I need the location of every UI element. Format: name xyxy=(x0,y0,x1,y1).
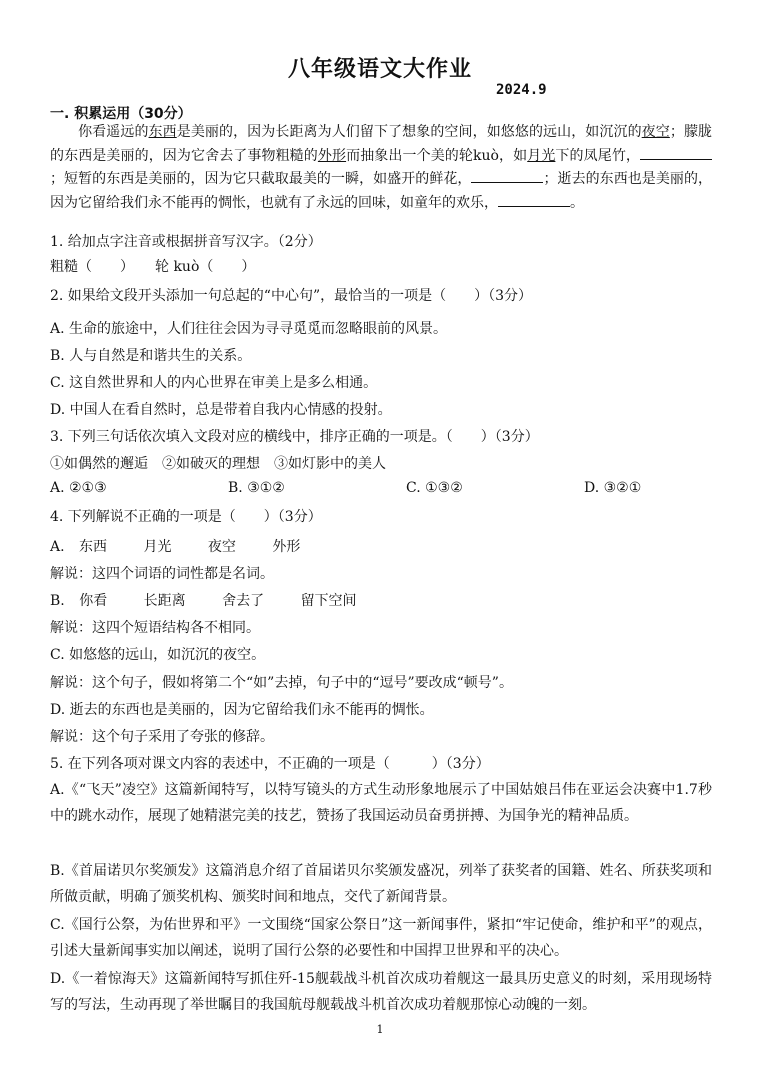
page-number: 1 xyxy=(376,1023,384,1036)
question-2-option: A. 生命的旅途中，人们往往会因为寻寻觅觅而忽略眼前的风景。 xyxy=(50,321,448,337)
question-5-option-c: C.《国行公祭，为佑世界和平》一文围绕“国家公祭日”这一新闻事件，紧扣“牢记使命，维护和平”的观点，引述大量新闻事实加以阐述，说明了国行公祭的必要性和中国捍卫世界和平的决心。 xyxy=(50,917,712,959)
option-label: A. xyxy=(50,539,65,555)
answer-blank[interactable] xyxy=(471,168,543,183)
passage-text: ；短暂的东西是美丽的，因为它只截取最美的一瞬，如盛开的鲜花， xyxy=(50,171,472,187)
reading-passage xyxy=(50,121,712,215)
passage-text: 你看遥远的 xyxy=(78,124,149,140)
question-2-stem: 2. 如果给文段开头添加一句总起的“中心句”，最恰当的一项是（ ）（3分） xyxy=(50,288,533,304)
term: 长距离 xyxy=(143,593,186,609)
option-d: D. ③②① xyxy=(584,480,642,496)
passage-text: 而抽象出一个美的轮kuò，如 xyxy=(346,147,528,164)
answer-blank[interactable] xyxy=(498,192,570,207)
question-4-option-d: D. 逝去的东西也是美丽的，因为它留给我们永不能再的惆怅。 xyxy=(50,702,434,718)
option-a: A. ②①③ xyxy=(50,480,107,496)
question-4-note-b: 解说：这四个短语结构各不相同。 xyxy=(50,620,260,636)
question-3-stem: 3. 下列三句话依次填入文段对应的横线中，排序正确的一项是。（ ）（3分） xyxy=(50,429,539,445)
underlined-word: 东西 xyxy=(148,124,177,140)
option-b: B. ③①② xyxy=(228,480,285,496)
question-5-option-d: D.《一着惊海天》这篇新闻特写抓住歼-15舰载战斗机首次成功着舰这一最具历史意义的时刻，采用现场特写的写法，生动再现了举世瞩目的我国航母舰载战斗机首次成功着舰那惊心动魄的一刻。 xyxy=(50,971,712,1013)
passage-text: 。 xyxy=(570,194,584,211)
passage-text: 下的凤尾竹， xyxy=(555,147,641,164)
question-4-option-a xyxy=(50,536,332,556)
passage-text: ；朦胧的东西是美丽的，因为它舍去了事物粗糙的 xyxy=(50,124,713,164)
passage-text: ；逝去的东西也是美丽的，因为它留给我们永不能再的惆怅，也就有了永远的回味，如童年的欢乐， xyxy=(50,171,713,211)
question-2-option: D. 中国人在看自然时，总是带着自我内心情感的投射。 xyxy=(50,402,392,418)
question-2-option: B. 人与自然是和谐共生的关系。 xyxy=(50,348,252,364)
date-label: 2024.9 xyxy=(496,82,547,98)
question-4-option-c: C. 如悠悠的远山，如沉沉的夜空。 xyxy=(50,647,266,663)
question-1-stem: 1. 给加点字注音或根据拼音写汉字。（2分） xyxy=(50,234,322,250)
question-3-options xyxy=(50,480,712,496)
option-c: C. ①③② xyxy=(406,480,463,496)
underlined-word: 月光 xyxy=(527,147,556,164)
passage-text: 是美丽的，因为长距离为人们留下了想象的空间，如悠悠的远山，如沉沉的 xyxy=(176,124,642,140)
question-4-option-b xyxy=(50,590,389,610)
term: 月光 xyxy=(143,539,172,555)
question-2-option: C. 这自然世界和人的内心世界在审美上是多么相通。 xyxy=(50,375,378,391)
question-5-option-a: A.《“飞天”凌空》这篇新闻特写，以特写镜头的方式生动形象地展示了中国姑娘吕伟在亚运会决赛中1.7秒中的跳水动作，展现了她精湛完美的技艺，赞扬了我国运动员奋勇拼搏、为国争光的精神品质。 xyxy=(50,782,712,824)
term: 舍去了 xyxy=(222,593,265,609)
question-4-note-c: 解说：这个句子，假如将第二个“如”去掉，句子中的“逗号”要改成“顿号”。 xyxy=(50,675,513,691)
underlined-word: 夜空 xyxy=(641,124,670,140)
question-5-stem: 5. 在下列各项对课文内容的表述中，不正确的一项是（ ）（3分） xyxy=(50,756,490,772)
question-3-items: ①如偶然的邂逅 ②如破灭的理想 ③如灯影中的美人 xyxy=(50,456,386,472)
term: 留下空间 xyxy=(300,593,357,609)
question-4-note-d: 解说：这个句子采用了夸张的修辞。 xyxy=(50,729,274,745)
option-label: B. xyxy=(50,593,65,609)
term: 夜空 xyxy=(207,539,236,555)
answer-blank[interactable] xyxy=(640,145,712,160)
question-5-option-b: B.《首届诺贝尔奖颁发》这篇消息介绍了首届诺贝尔奖颁发盛况，列举了获奖者的国籍、姓名、所获奖项和所做贡献，明确了颁奖机构、颁奖时间和地点，交代了新闻背景。 xyxy=(50,863,712,905)
question-4-stem: 4. 下列解说不正确的一项是（ ）（3分） xyxy=(50,509,322,525)
underlined-word: 外形 xyxy=(317,147,347,164)
term: 你看 xyxy=(79,593,108,609)
question-4-note-a: 解说：这四个词语的词性都是名词。 xyxy=(50,566,274,582)
term: 外形 xyxy=(272,539,301,555)
page-title: 八年级语文大作业 xyxy=(287,56,472,82)
question-1-line: 粗糙（ ） 轮 kuò（ ） xyxy=(50,259,256,275)
section-heading: 一. 积累运用（30分） xyxy=(50,106,192,122)
term: 东西 xyxy=(79,539,108,555)
